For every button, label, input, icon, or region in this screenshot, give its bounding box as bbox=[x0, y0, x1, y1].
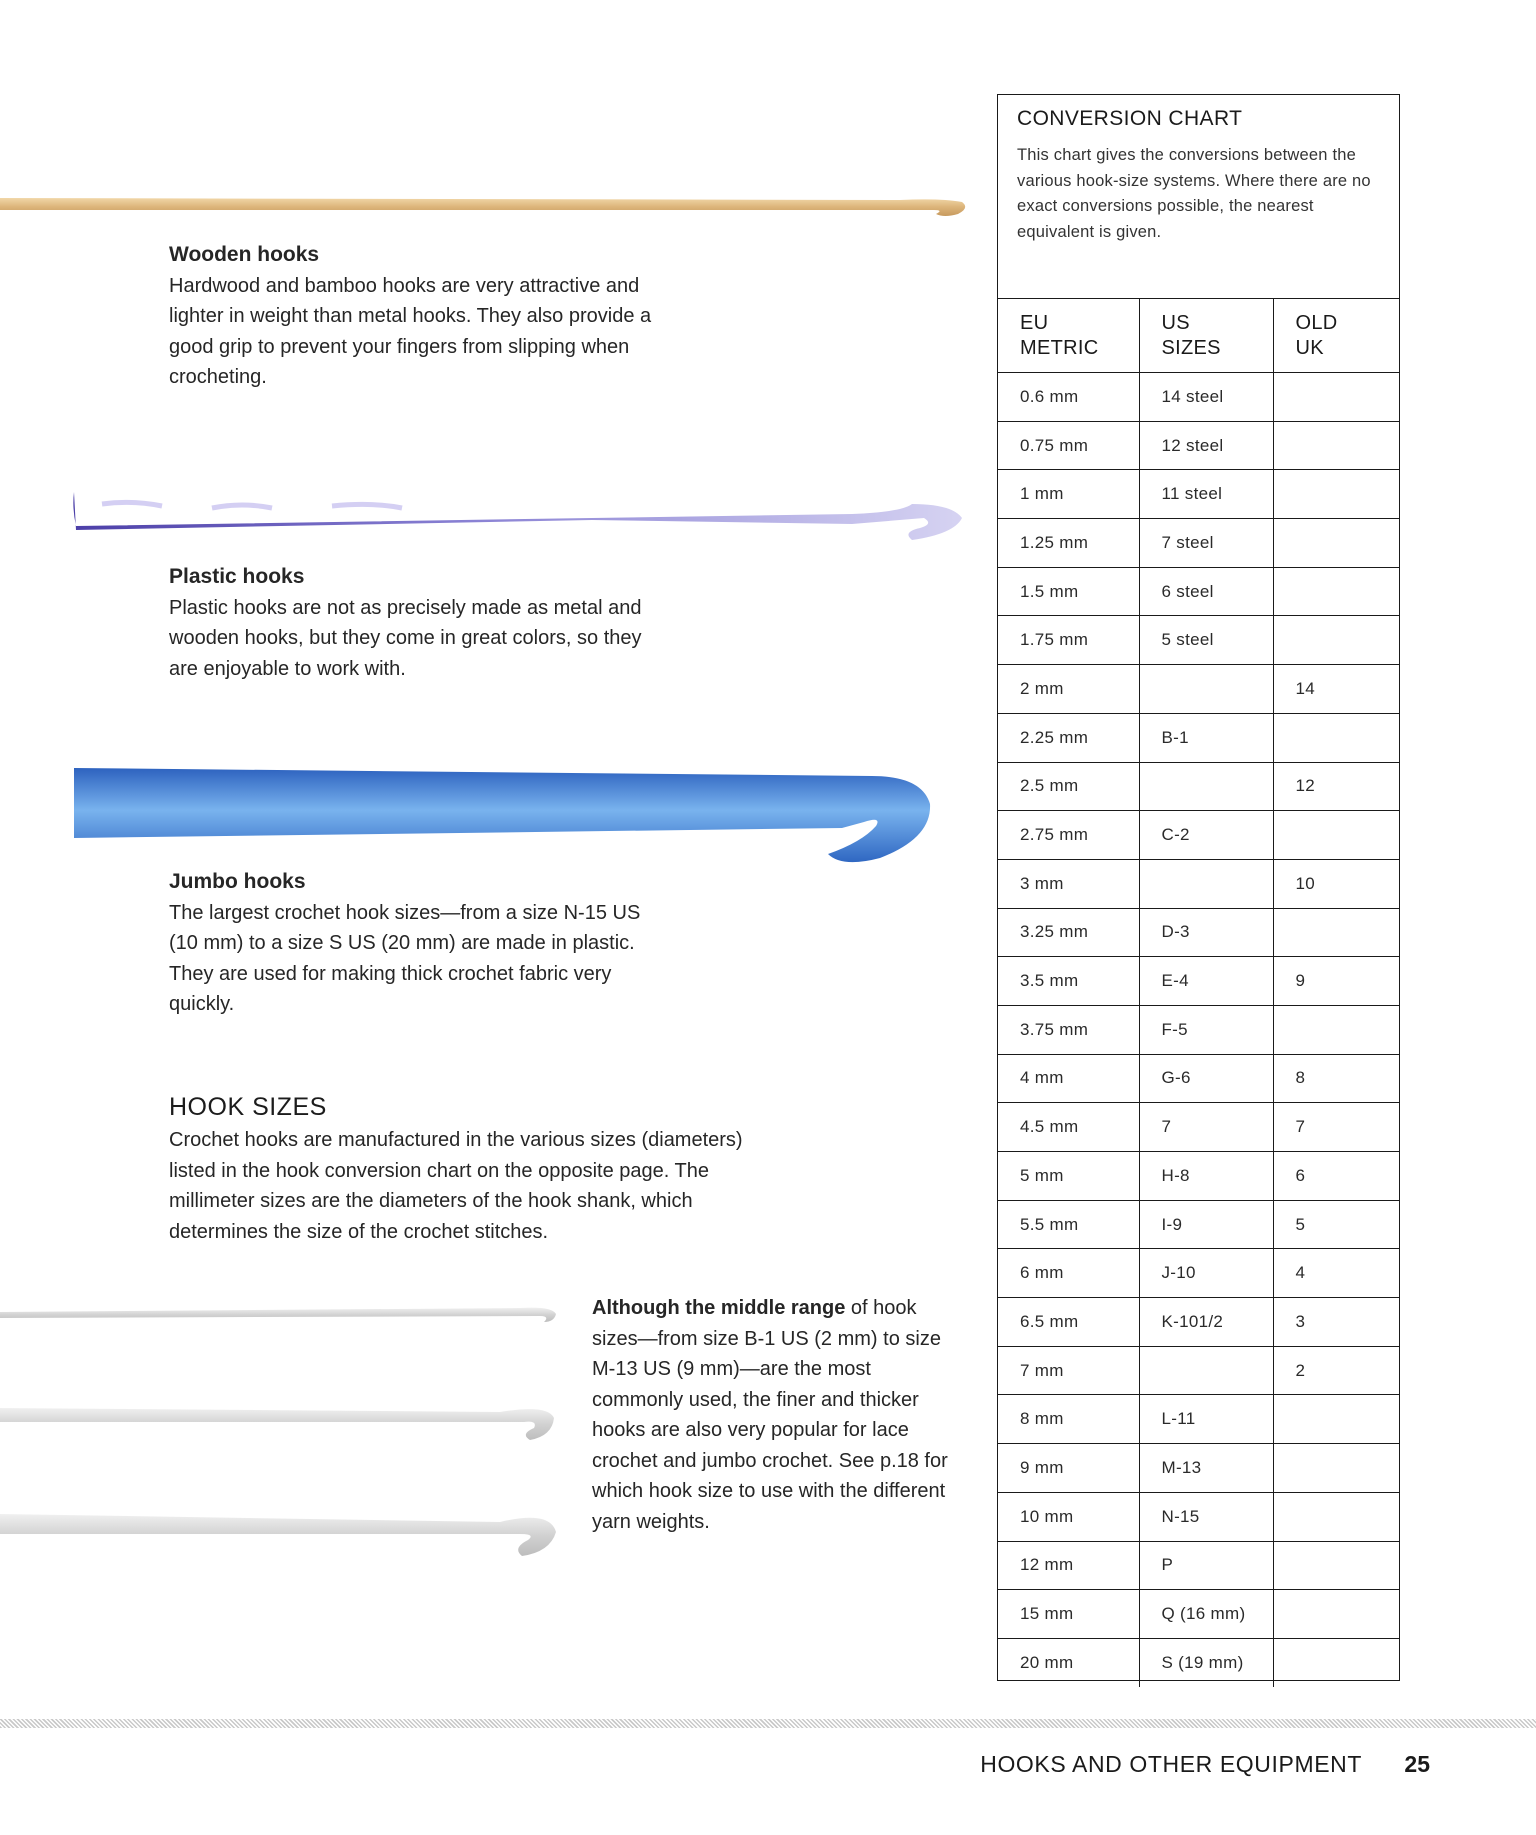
footer-section-title: HOOKS AND OTHER EQUIPMENT bbox=[980, 1751, 1362, 1777]
cell-old-uk: 3 bbox=[1273, 1298, 1399, 1347]
cell-eu-metric: 8 mm bbox=[998, 1395, 1139, 1444]
hook-sizes-heading: HOOK SIZES bbox=[169, 1093, 327, 1121]
table-row bbox=[998, 519, 1399, 568]
cell-us-size: K-101/2 bbox=[1139, 1298, 1273, 1347]
cell-us-size bbox=[1139, 1346, 1273, 1395]
table-row bbox=[998, 470, 1399, 519]
middle-range-lead: Although the middle range bbox=[592, 1297, 846, 1319]
cell-eu-metric: 0.6 mm bbox=[998, 373, 1139, 422]
cell-us-size: 14 steel bbox=[1139, 373, 1273, 422]
footer-divider bbox=[0, 1719, 1536, 1728]
cell-us-size: M-13 bbox=[1139, 1444, 1273, 1493]
cell-us-size: N-15 bbox=[1139, 1492, 1273, 1541]
cell-eu-metric: 20 mm bbox=[998, 1638, 1139, 1687]
cell-eu-metric: 15 mm bbox=[998, 1590, 1139, 1639]
jumbo-hooks-text: The largest crochet hook sizes—from a size N-15 US (10 mm) to a size S US (20 mm) are made in plastic. They are used for making thick crochet fabric very quickly. bbox=[169, 901, 641, 1015]
plastic-hooks-heading: Plastic hooks bbox=[169, 565, 305, 588]
table-row bbox=[998, 713, 1399, 762]
cell-old-uk: 10 bbox=[1273, 859, 1399, 908]
cell-us-size: 7 steel bbox=[1139, 519, 1273, 568]
table-row bbox=[998, 1005, 1399, 1054]
cell-eu-metric: 5 mm bbox=[998, 1152, 1139, 1201]
cell-us-size: Q (16 mm) bbox=[1139, 1590, 1273, 1639]
cell-us-size: I-9 bbox=[1139, 1200, 1273, 1249]
cell-eu-metric: 7 mm bbox=[998, 1346, 1139, 1395]
cell-eu-metric: 1.5 mm bbox=[998, 567, 1139, 616]
cell-us-size: L-11 bbox=[1139, 1395, 1273, 1444]
cell-old-uk bbox=[1273, 1492, 1399, 1541]
cell-eu-metric: 6.5 mm bbox=[998, 1298, 1139, 1347]
wooden-hook-image bbox=[0, 188, 970, 222]
jumbo-hooks-section bbox=[169, 867, 669, 1020]
cell-us-size: C-2 bbox=[1139, 811, 1273, 860]
cell-old-uk: 4 bbox=[1273, 1249, 1399, 1298]
cell-eu-metric: 2.75 mm bbox=[998, 811, 1139, 860]
wooden-hooks-section bbox=[169, 240, 669, 393]
header-old-uk: OLD UK bbox=[1273, 299, 1399, 373]
page-number: 25 bbox=[1404, 1751, 1430, 1777]
table-row bbox=[998, 1249, 1399, 1298]
table-row bbox=[998, 567, 1399, 616]
jumbo-hook-image bbox=[72, 762, 942, 866]
cell-eu-metric: 3.25 mm bbox=[998, 908, 1139, 957]
cell-eu-metric: 12 mm bbox=[998, 1541, 1139, 1590]
table-row bbox=[998, 1298, 1399, 1347]
cell-old-uk: 5 bbox=[1273, 1200, 1399, 1249]
cell-us-size: D-3 bbox=[1139, 908, 1273, 957]
cell-eu-metric: 4 mm bbox=[998, 1054, 1139, 1103]
plastic-hooks-section bbox=[169, 562, 669, 684]
table-header-row bbox=[998, 299, 1399, 373]
cell-eu-metric: 0.75 mm bbox=[998, 421, 1139, 470]
cell-old-uk bbox=[1273, 470, 1399, 519]
cell-us-size bbox=[1139, 859, 1273, 908]
cell-eu-metric: 2 mm bbox=[998, 665, 1139, 714]
table-row bbox=[998, 665, 1399, 714]
wooden-hooks-heading: Wooden hooks bbox=[169, 243, 320, 266]
plastic-hook-image bbox=[72, 484, 972, 546]
table-row bbox=[998, 1444, 1399, 1493]
table-row bbox=[998, 811, 1399, 860]
cell-eu-metric: 9 mm bbox=[998, 1444, 1139, 1493]
metal-hooks-image bbox=[0, 1300, 560, 1565]
cell-old-uk bbox=[1273, 811, 1399, 860]
cell-eu-metric: 3.5 mm bbox=[998, 957, 1139, 1006]
cell-old-uk bbox=[1273, 616, 1399, 665]
cell-us-size: F-5 bbox=[1139, 1005, 1273, 1054]
jumbo-hooks-heading: Jumbo hooks bbox=[169, 870, 306, 893]
table-row bbox=[998, 908, 1399, 957]
conversion-chart-description: This chart gives the conversions between the various hook-size systems. Where there are no exact conversions possible, the nearest equivalent is given. bbox=[1017, 146, 1371, 241]
middle-range-text: of hook sizes—from size B-1 US (2 mm) to size M-13 US (9 mm)—are the most commonly used, the finer and thicker hooks are also very popular for lace crochet and jumbo crochet. See p.18 for which hook size to use with the different yarn weights. bbox=[592, 1297, 948, 1533]
cell-eu-metric: 1.75 mm bbox=[998, 616, 1139, 665]
conversion-table-body bbox=[998, 373, 1399, 1688]
cell-old-uk bbox=[1273, 1541, 1399, 1590]
cell-us-size: 11 steel bbox=[1139, 470, 1273, 519]
table-row bbox=[998, 1054, 1399, 1103]
cell-old-uk bbox=[1273, 1638, 1399, 1687]
table-row bbox=[998, 1346, 1399, 1395]
table-row bbox=[998, 1152, 1399, 1201]
table-row bbox=[998, 373, 1399, 422]
cell-us-size: 6 steel bbox=[1139, 567, 1273, 616]
table-row bbox=[998, 616, 1399, 665]
table-row bbox=[998, 421, 1399, 470]
table-row bbox=[998, 1638, 1399, 1687]
cell-old-uk bbox=[1273, 421, 1399, 470]
cell-us-size: 12 steel bbox=[1139, 421, 1273, 470]
cell-old-uk: 6 bbox=[1273, 1152, 1399, 1201]
cell-us-size: S (19 mm) bbox=[1139, 1638, 1273, 1687]
wooden-hooks-text: Hardwood and bamboo hooks are very attractive and lighter in weight than metal hooks. They also provide a good grip to prevent your fingers from slipping when crocheting. bbox=[169, 274, 652, 388]
cell-eu-metric: 5.5 mm bbox=[998, 1200, 1139, 1249]
cell-eu-metric: 2.25 mm bbox=[998, 713, 1139, 762]
table-row bbox=[998, 762, 1399, 811]
cell-eu-metric: 6 mm bbox=[998, 1249, 1139, 1298]
cell-us-size: J-10 bbox=[1139, 1249, 1273, 1298]
cell-old-uk: 14 bbox=[1273, 665, 1399, 714]
table-row bbox=[998, 1103, 1399, 1152]
cell-us-size: 5 steel bbox=[1139, 616, 1273, 665]
cell-old-uk bbox=[1273, 713, 1399, 762]
cell-us-size: 7 bbox=[1139, 1103, 1273, 1152]
cell-eu-metric: 1.25 mm bbox=[998, 519, 1139, 568]
table-row bbox=[998, 957, 1399, 1006]
cell-old-uk bbox=[1273, 519, 1399, 568]
table-row bbox=[998, 1492, 1399, 1541]
cell-old-uk bbox=[1273, 1590, 1399, 1639]
table-row bbox=[998, 1590, 1399, 1639]
cell-us-size bbox=[1139, 665, 1273, 714]
cell-us-size: P bbox=[1139, 1541, 1273, 1590]
cell-eu-metric: 10 mm bbox=[998, 1492, 1139, 1541]
cell-eu-metric: 3 mm bbox=[998, 859, 1139, 908]
cell-old-uk bbox=[1273, 1395, 1399, 1444]
cell-eu-metric: 2.5 mm bbox=[998, 762, 1139, 811]
cell-old-uk: 7 bbox=[1273, 1103, 1399, 1152]
cell-us-size: H-8 bbox=[1139, 1152, 1273, 1201]
cell-old-uk: 12 bbox=[1273, 762, 1399, 811]
plastic-hooks-text: Plastic hooks are not as precisely made as metal and wooden hooks, but they come in great colors, so they are enjoyable to work with. bbox=[169, 596, 642, 680]
cell-old-uk: 8 bbox=[1273, 1054, 1399, 1103]
table-row bbox=[998, 1200, 1399, 1249]
cell-old-uk bbox=[1273, 1005, 1399, 1054]
cell-old-uk bbox=[1273, 567, 1399, 616]
table-row bbox=[998, 859, 1399, 908]
cell-old-uk bbox=[1273, 1444, 1399, 1493]
cell-us-size: G-6 bbox=[1139, 1054, 1273, 1103]
conversion-chart bbox=[997, 94, 1400, 1681]
table-row bbox=[998, 1395, 1399, 1444]
cell-old-uk bbox=[1273, 908, 1399, 957]
middle-range-paragraph bbox=[592, 1293, 952, 1537]
cell-us-size: B-1 bbox=[1139, 713, 1273, 762]
header-eu-metric: EU METRIC bbox=[998, 299, 1139, 373]
cell-us-size bbox=[1139, 762, 1273, 811]
cell-eu-metric: 1 mm bbox=[998, 470, 1139, 519]
cell-eu-metric: 4.5 mm bbox=[998, 1103, 1139, 1152]
table-row bbox=[998, 1541, 1399, 1590]
conversion-chart-title: CONVERSION CHART bbox=[1017, 107, 1243, 130]
cell-eu-metric: 3.75 mm bbox=[998, 1005, 1139, 1054]
hook-sizes-text: Crochet hooks are manufactured in the various sizes (diameters) listed in the hook conversion chart on the opposite page. The millimeter sizes are the diameters of the hook shank, which determines the size of the crochet stitches. bbox=[169, 1129, 743, 1243]
cell-old-uk bbox=[1273, 373, 1399, 422]
cell-old-uk: 9 bbox=[1273, 957, 1399, 1006]
conversion-table bbox=[998, 298, 1399, 1687]
cell-us-size: E-4 bbox=[1139, 957, 1273, 1006]
cell-old-uk: 2 bbox=[1273, 1346, 1399, 1395]
header-us-sizes: US SIZES bbox=[1139, 299, 1273, 373]
